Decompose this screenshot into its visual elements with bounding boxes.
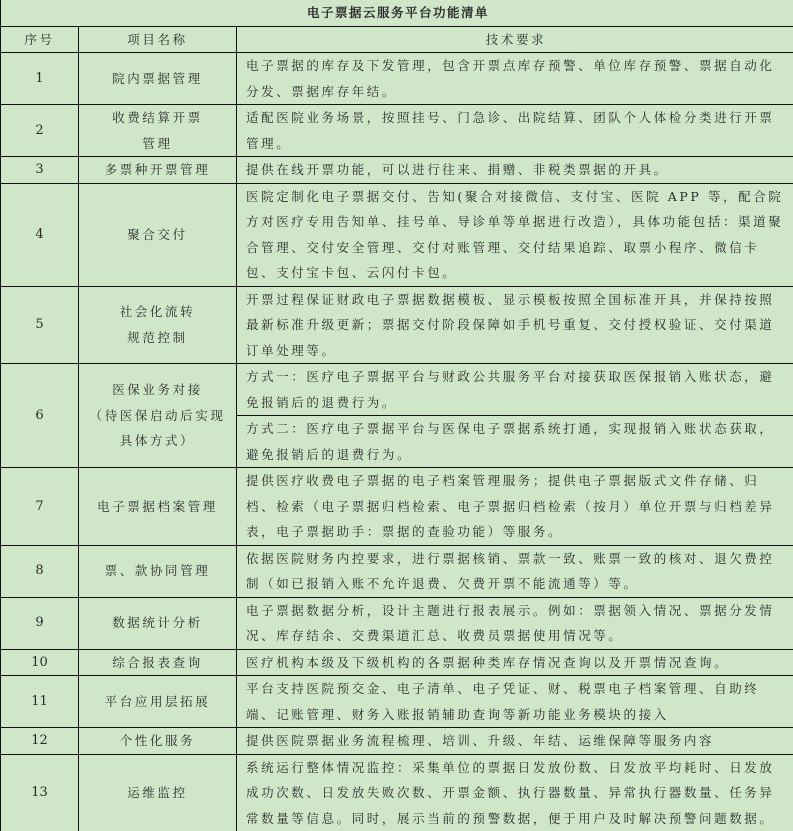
row-name: 聚合交付 (79, 183, 237, 286)
row-requirement-method-2: 方式二：医疗电子票据平台与医保电子票据系统打通，实现报销入账状态获取，避免报销后的退费行为。 (237, 416, 793, 468)
row-no: 7 (1, 468, 79, 546)
row-name: 社会化流转 规范控制 (79, 286, 237, 364)
table-row (1, 286, 793, 364)
row-requirement: 系统运行整体情况监控：采集单位的票据日发放份数、日发放平均耗时、日发放成功次数、日发放失败次数、开票金额、执行器数量、异常执行器数量、任务异常数量等信息。同时，展示当前的预警数据，便于用户及时解决预警问题数据。 (237, 754, 793, 831)
row-requirement: 电子票据的库存及下发管理，包含开票点库存预警、单位库存预警、票据自动化分发、票据库存年结。 (237, 53, 793, 105)
row-name: 电子票据档案管理 (79, 468, 237, 546)
header-row (1, 26, 793, 53)
table-row (1, 53, 793, 105)
table-row (1, 754, 793, 831)
row-requirement: 提供医疗收费电子票据的电子档案管理服务；提供电子票据版式文件存储、归档、检索（电子票据归档检索、电子票据归档检索（按月）单位开票与归档差异表，电子票据助手：票据的查验功能）等服务。 (237, 468, 793, 546)
row-no: 13 (1, 754, 79, 831)
header-name: 项目名称 (79, 26, 237, 53)
row-name: 平台应用层拓展 (79, 676, 237, 728)
table-row (1, 676, 793, 728)
row-no: 2 (1, 105, 79, 157)
row-requirement: 提供在线开票功能，可以进行往来、捐赠、非税类票据的开具。 (237, 157, 793, 184)
row-no: 11 (1, 676, 79, 728)
table-row (1, 597, 793, 649)
row-requirement: 医疗机构本级及下级机构的各票据种类库存情况查询以及开票情况查询。 (237, 649, 793, 676)
row-no: 9 (1, 597, 79, 649)
header-no: 序号 (1, 26, 79, 53)
table-row (1, 183, 793, 286)
row-no: 8 (1, 545, 79, 597)
row-name: 多票种开票管理 (79, 157, 237, 184)
row-name: 收费结算开票 管理 (79, 105, 237, 157)
row-requirement: 开票过程保证财政电子票据数据模板、显示模板按照全国标准开具，并保持按照最新标准升级更新；票据交付阶段保障如手机号重复、交付授权验证、交付渠道订单处理等。 (237, 286, 793, 364)
table-row (1, 545, 793, 597)
row-requirement: 依据医院财务内控要求，进行票据核销、票款一致、账票一致的核对、退欠费控制（如已报销入账不允许退费、欠费开票不能流通等）等。 (237, 545, 793, 597)
row-no: 10 (1, 649, 79, 676)
row-requirement: 平台支持医院预交金、电子清单、电子凭证、财、税票电子档案管理、自助终端、记账管理、财务入账报销辅助查询等新功能业务模块的接入 (237, 676, 793, 728)
row-no: 3 (1, 157, 79, 184)
row-requirement: 医院定制化电子票据交付、告知(聚合对接微信、支付宝、医院 APP 等，配合院方对医疗专用告知单、挂号单、导诊单等单据进行改造），具体功能包括：渠道聚合管理、交付安全管理、交付对账管理、交付结果追踪、取票小程序、微信卡包、支付宝卡包、云闪付卡包。 (237, 183, 793, 286)
row-requirement: 提供医院票据业务流程梳理、培训、升级、年结、运维保障等服务内容 (237, 728, 793, 755)
header-requirement: 技术要求 (237, 26, 793, 53)
row-no: 6 (1, 364, 79, 468)
table-title: 电子票据云服务平台功能清单 (1, 0, 793, 26)
row-requirement-method-1: 方式一：医疗电子票据平台与财政公共服务平台对接获取医保报销入账状态，避免报销后的退费行为。 (237, 364, 793, 416)
row-name: 运维监控 (79, 754, 237, 831)
row-no: 5 (1, 286, 79, 364)
row-requirement: 适配医院业务场景，按照挂号、门急诊、出院结算、团队个人体检分类进行开票管理。 (237, 105, 793, 157)
row-name: 个性化服务 (79, 728, 237, 755)
table-row (1, 105, 793, 157)
table-row (1, 468, 793, 546)
table-row (1, 157, 793, 184)
row-requirement: 电子票据数据分析，设计主题进行报表展示。例如：票据领入情况、票据分发情况、库存结余、交费渠道汇总、收费员票据使用情况等。 (237, 597, 793, 649)
row-name: 票、款协同管理 (79, 545, 237, 597)
table-row (1, 649, 793, 676)
row-no: 1 (1, 53, 79, 105)
table-row (1, 364, 793, 416)
row-no: 12 (1, 728, 79, 755)
table-row (1, 728, 793, 755)
row-name: 数据统计分析 (79, 597, 237, 649)
row-name: 综合报表查询 (79, 649, 237, 676)
row-name: 院内票据管理 (79, 53, 237, 105)
row-name: 医保业务对接 （待医保启动后实现 具体方式） (79, 364, 237, 468)
row-no: 4 (1, 183, 79, 286)
